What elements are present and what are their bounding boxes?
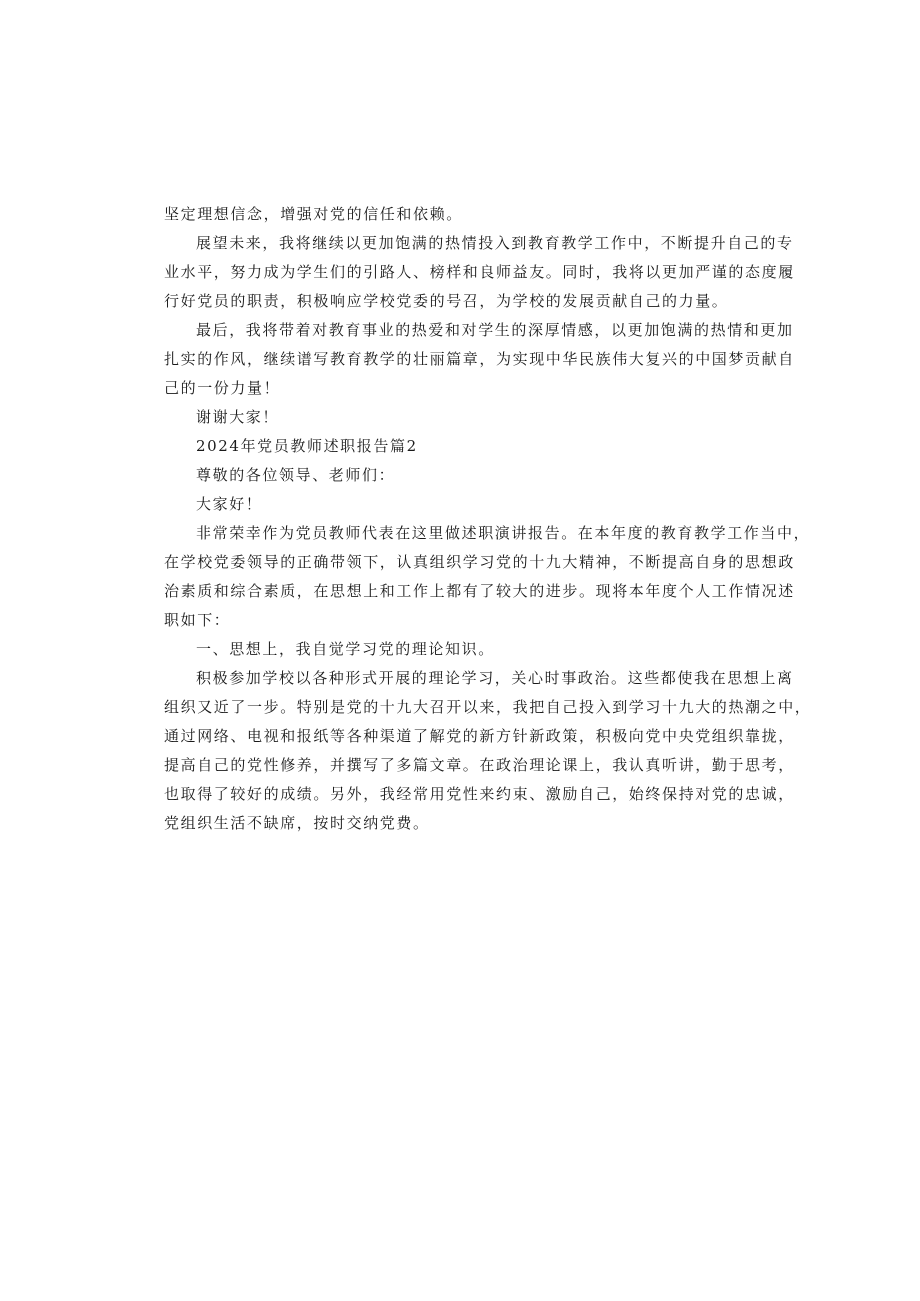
text-line: 非常荣幸作为党员教师代表在这里做述职演讲报告。在本年度的教育教学工作当中， [196,524,811,542]
text-line: 谢谢大家！ [196,408,280,426]
text-line: 行好党员的职责，积极响应学校党委的号召，为学校的发展贡献自己的力量。 [164,292,729,310]
text-line: 职如下： [164,611,231,629]
text-line: 党组织生活不缺席，按时交纳党费。 [164,814,430,832]
text-line: 展望未来，我将继续以更加饱满的热情投入到教育教学工作中，不断提升自己的专 [196,234,794,252]
text-line: 通过网络、电视和报纸等各种渠道了解党的新方针新政策，积极向党中央党组织靠拢， [164,727,795,745]
section-heading: 2024年党员教师述职报告篇2 [196,437,418,455]
text-line: 积极参加学校以各种形式开展的理论学习，关心时事政治。这些都使我在思想上离 [196,669,794,687]
text-line: 提高自己的党性修养，并撰写了多篇文章。在政治理论课上，我认真听讲，勤于思考， [164,756,795,774]
salutation: 尊敬的各位领导、老师们： [196,466,396,484]
text-line: 扎实的作风，继续谱写教育教学的壮丽篇章，为实现中华民族伟大复兴的中国梦贡献自 [164,350,795,368]
text-line: 组织又近了一步。特别是党的十九大召开以来，我把自己投入到学习十九大的热潮之中， [164,698,812,716]
text-line: 己的一份力量！ [164,379,281,397]
text-line: 也取得了较好的成绩。另外，我经常用党性来约束、激励自己，始终保持对党的忠诚， [164,785,795,803]
subsection-heading: 一、思想上，我自觉学习党的理论知识。 [196,640,495,658]
text-line: 业水平，努力成为学生们的引路人、榜样和良师益友。同时，我将以更加严谨的态度履 [164,263,795,281]
greeting: 大家好！ [196,495,263,513]
text-line: 最后，我将带着对教育事业的热爱和对学生的深厚情感，以更加饱满的热情和更加 [196,321,794,339]
text-line: 治素质和综合素质，在思想上和工作上都有了较大的进步。现将本年度个人工作情况述 [164,582,795,600]
document-body [164,200,812,838]
text-line: 在学校党委领导的正确带领下，认真组织学习党的十九大精神，不断提高自身的思想政 [164,553,795,571]
text-line: 坚定理想信念，增强对党的信任和依赖。 [164,205,463,223]
